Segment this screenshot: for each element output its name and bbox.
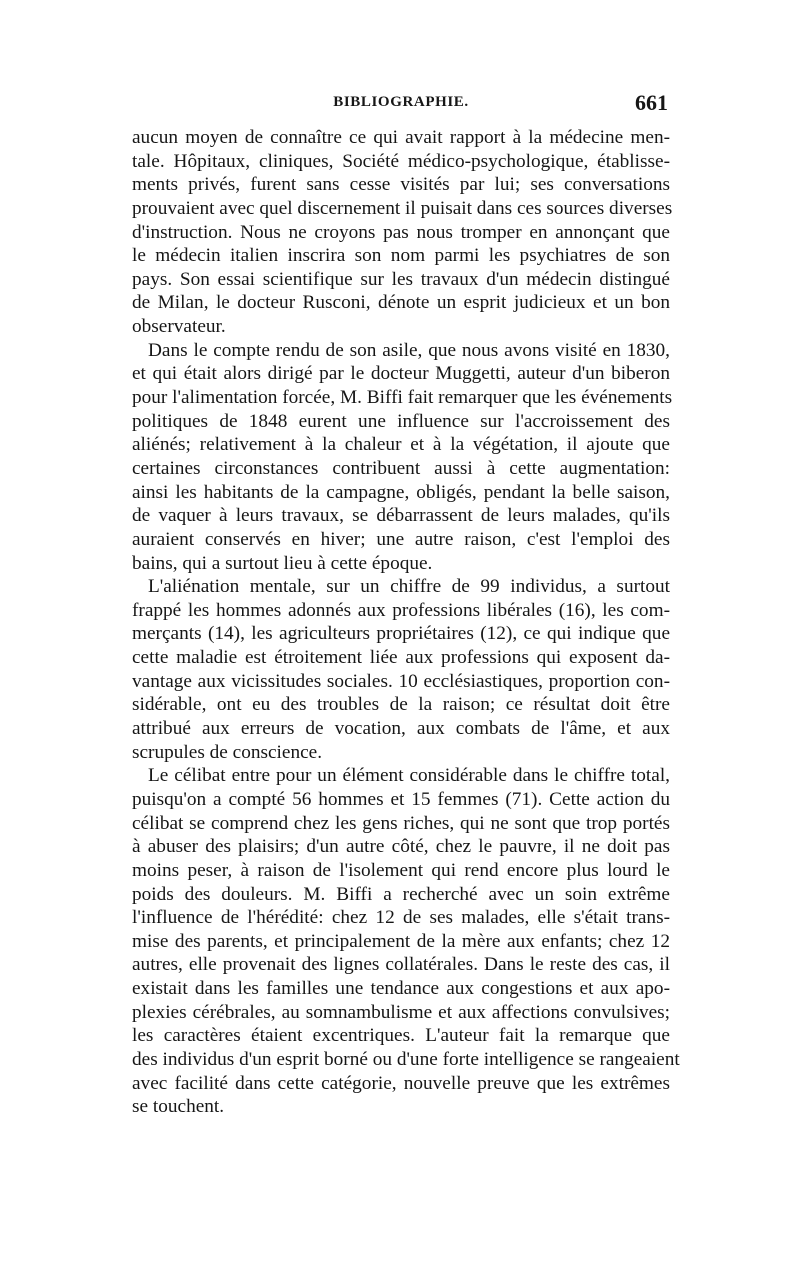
text-line: le médecin italien inscrira son nom parmi les psychiatres de son (132, 245, 670, 267)
text-line: se touchent. (132, 1096, 225, 1118)
text-line: à abuser des plaisirs; d'un autre côté, chez le pauvre, il ne doit pas (132, 836, 670, 858)
text-line: certaines circonstances contribuent aussi à cette augmentation: (132, 457, 670, 479)
text-line: de Milan, le docteur Rusconi, dénote un esprit judicieux et un bon (132, 292, 670, 314)
text-line: scrupules de conscience. (132, 741, 323, 763)
text-line: l'influence de l'hérédité: chez 12 de ses malades, elle s'était trans- (132, 907, 670, 929)
text-line: Le célibat entre pour un élément considérable dans le chiffre total, (148, 765, 670, 787)
text-line: frappé les hommes adonnés aux professions libérales (16), les com- (132, 599, 670, 621)
text-line: Dans le compte rendu de son asile, que nous avons visité en 1830, (148, 339, 670, 361)
body-text (132, 126, 680, 1119)
text-line: aliénés; relativement à la chaleur et à la végétation, il ajoute que (132, 434, 670, 456)
text-line: vantage aux vicissitudes sociales. 10 ecclésiastiques, proportion con- (132, 670, 670, 692)
text-line: avec facilité dans cette catégorie, nouvelle preuve que les extrêmes (132, 1072, 670, 1094)
text-line: puisqu'on a compté 56 hommes et 15 femmes (71). Cette action du (132, 788, 670, 810)
text-line: célibat se comprend chez les gens riches, qui ne sont que trop portés (132, 812, 670, 834)
text-line: plexies cérébrales, au somnambulisme et aux affections convulsives; (132, 1001, 670, 1023)
text-line: tale. Hôpitaux, cliniques, Société médico-psychologique, établisse- (132, 150, 670, 172)
text-line: politiques de 1848 eurent une influence sur l'accroissement des (132, 410, 670, 432)
text-line: les caractères étaient excentriques. L'auteur fait la remarque que (132, 1025, 670, 1047)
text-line: cette maladie est étroitement liée aux professions qui exposent da- (132, 647, 670, 669)
text-line: auraient conservés en hiver; une autre raison, c'est l'emploi des (132, 528, 670, 550)
text-line: merçants (14), les agriculteurs propriétaires (12), ce qui indique que (132, 623, 670, 645)
text-line: ments privés, furent sans cesse visités par lui; ses conversations (132, 174, 670, 196)
text-line: pays. Son essai scientifique sur les travaux d'un médecin distingué (132, 268, 670, 290)
text-line: poids des douleurs. M. Biffi a recherché avec un soin extrême (132, 883, 670, 905)
text-line: observateur. (132, 316, 226, 338)
text-line: moins peser, à raison de l'isolement qui rend encore plus lourd le (132, 859, 670, 881)
text-line: et qui était alors dirigé par le docteur Muggetti, auteur d'un biberon (132, 363, 670, 385)
text-line: attribué aux erreurs de vocation, aux combats de l'âme, et aux (132, 718, 670, 740)
text-line: sidérable, ont eu des troubles de la raison; ce résultat doit être (132, 694, 670, 716)
text-line: bains, qui a surtout lieu à cette époque. (132, 552, 433, 574)
text-line: pour l'alimentation forcée, M. Biffi fait remarquer que les événements (132, 387, 673, 409)
text-line: des individus d'un esprit borné ou d'une forte intelligence se rangeaient (132, 1048, 680, 1070)
page-number: 661 (635, 90, 668, 115)
running-head (132, 90, 670, 120)
text-line: L'aliénation mentale, sur un chiffre de 99 individus, a surtout (148, 576, 670, 598)
text-line: aucun moyen de connaître ce qui avait rapport à la médecine men- (132, 127, 670, 148)
text-line: existait dans les familles une tendance aux congestions et aux apo- (132, 978, 670, 1000)
text-line: autres, elle provenait des lignes collatérales. Dans le reste des cas, il (132, 954, 670, 976)
text-line: ainsi les habitants de la campagne, obligés, pendant la belle saison, (132, 481, 670, 503)
text-line: d'instruction. Nous ne croyons pas nous tromper en annonçant que (132, 221, 670, 243)
text-line: prouvaient avec quel discernement il puisait dans ces sources diverses (132, 197, 673, 219)
running-title: BIBLIOGRAPHIE. (333, 94, 469, 110)
text-line: mise des parents, et principalement de la mère aux enfants; chez 12 (132, 930, 670, 952)
text-line: de vaquer à leurs travaux, se débarrassent de leurs malades, qu'ils (132, 505, 670, 527)
